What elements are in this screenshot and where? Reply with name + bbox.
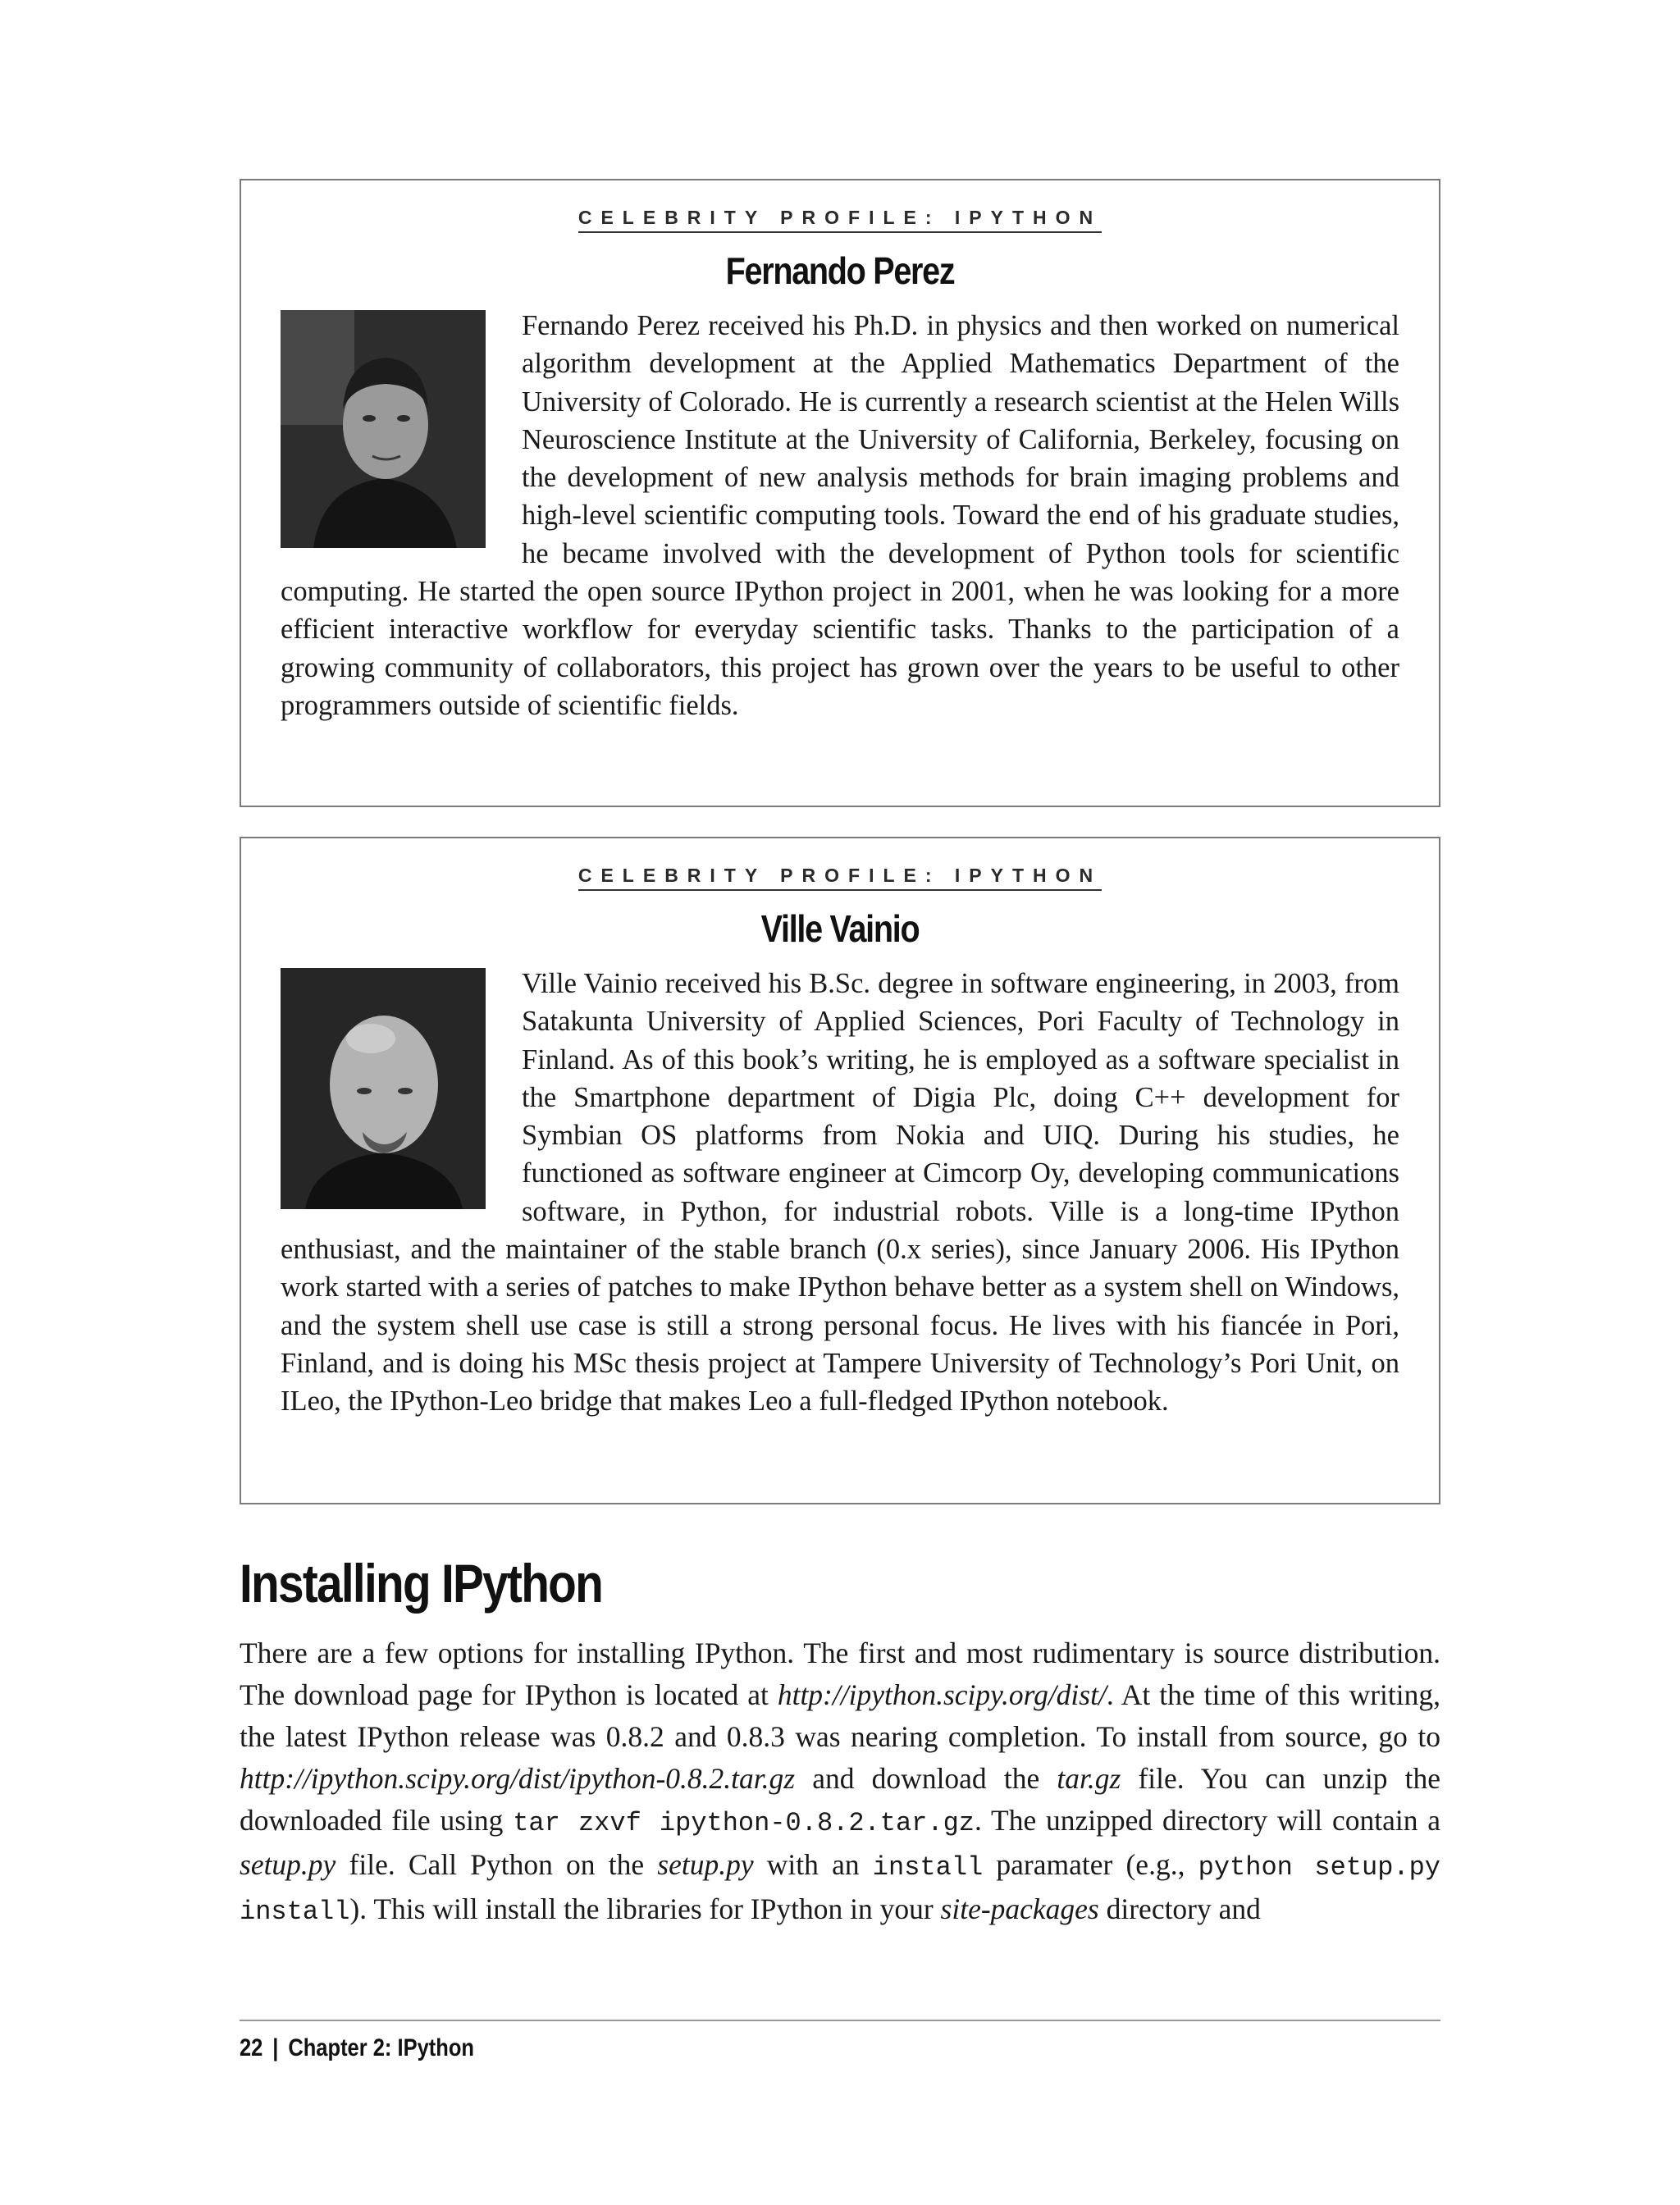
footer-divider bbox=[240, 2020, 1440, 2021]
text-run: ). This will install the libraries for IPython in your bbox=[349, 1892, 941, 1925]
portrait-photo bbox=[281, 968, 486, 1209]
file-extension: tar.gz bbox=[1057, 1762, 1121, 1795]
footer-separator: | bbox=[272, 2034, 279, 2061]
profile-name: Ville Vainio bbox=[760, 907, 920, 950]
profile-kicker: CELEBRITY PROFILE: IPYTHON bbox=[578, 205, 1102, 233]
text-run: directory and bbox=[1098, 1892, 1261, 1925]
section-heading: Installing IPython bbox=[240, 1553, 603, 1614]
text-run: . At the time of this writing, the latest IPython release was 0.8.2 and 0.8.3 was nearing completion. To install from source, go to bbox=[240, 1678, 1441, 1753]
profile-name: Fernando Perez bbox=[725, 249, 955, 292]
directory-name: site-packages bbox=[940, 1892, 1099, 1925]
text-run: There are a few options for installing IPython. The first and most rudimentary is source distribution. The download page for IPython is located at bbox=[240, 1637, 1440, 1711]
command-code: install bbox=[872, 1852, 984, 1883]
profile-bio-text: Ville Vainio received his B.Sc. degree in software engineering, in 2003, from Satakunta University of Applied Sciences, Pori Faculty of Technology in Finland. As of this book’s writing, he is employed as a software specialist in the Smartphone department of Digia Plc, doing C++ development for Symbian OS platforms from Nokia and UIQ. During his studies, he functioned as software engineer at Cimcorp Oy, developing communications software, in Python, for industrial robots. Ville is a long-time IPython enthusiast, and the maintainer of the stable branch (0.x series), since January 2006. His IPython work started with a series of patches to make IPython behave better as a system shell on Windows, and the system shell use case is still a strong personal focus. He lives with his fiancée in Pori, Finland, and is doing his MSc thesis project at Tampere University of Technology’s Pori Unit, on ILeo, the IPython-Leo bridge that makes Leo a full-fledged IPython notebook. bbox=[281, 968, 1399, 1418]
portrait-photo bbox=[281, 310, 486, 548]
page-number: 22 bbox=[240, 2034, 263, 2061]
filename: setup.py bbox=[240, 1848, 336, 1881]
profile-bio bbox=[281, 307, 1399, 724]
profile-bio-text: Fernando Perez received his Ph.D. in physics and then worked on numerical algorithm development at the Applied Mathematics Department of the University of Colorado. He is currently a research scientist at the Helen Wills Neuroscience Institute at the University of California, Berkeley, focusing on the development of new analysis methods for brain imaging problems and high-level scientific computing tools. Toward the end of his graduate studies, he became involved with the development of Python tools for scientific computing. He started the open source IPython project in 2001, when he was looking for a more efficient interactive workflow for everyday scientific tasks. Thanks to the participation of a growing community of collaborators, this project has grown over the years to be useful to other programmers outside of scientific fields. bbox=[281, 310, 1399, 721]
profile-sidebar bbox=[240, 179, 1440, 807]
text-run: and download the bbox=[795, 1762, 1057, 1795]
profile-bio bbox=[281, 965, 1399, 1421]
text-run: . The unzipped directory will contain a bbox=[974, 1804, 1441, 1837]
text-run: file. You can unzip the downloaded file using bbox=[240, 1762, 1440, 1837]
download-url[interactable]: http://ipython.scipy.org/dist/ bbox=[777, 1678, 1107, 1711]
page-footer bbox=[240, 2034, 474, 2062]
chapter-title: Chapter 2: IPython bbox=[288, 2034, 475, 2061]
tarball-url[interactable]: http://ipython.scipy.org/dist/ipython-0.8.2.tar.gz bbox=[240, 1762, 796, 1795]
text-run: file. Call Python on the bbox=[336, 1848, 658, 1881]
profile-kicker: CELEBRITY PROFILE: IPYTHON bbox=[578, 863, 1102, 891]
profile-sidebar bbox=[240, 837, 1440, 1504]
text-run: with an bbox=[753, 1848, 873, 1881]
text-run: paramater (e.g., bbox=[983, 1848, 1198, 1881]
command-code: python setup.py install bbox=[240, 1852, 1440, 1927]
command-code: tar zxvf ipython-0.8.2.tar.gz bbox=[513, 1808, 975, 1838]
portrait-image bbox=[281, 968, 486, 1209]
filename: setup.py bbox=[657, 1848, 754, 1881]
body-paragraph bbox=[240, 1632, 1440, 1933]
portrait-image bbox=[281, 310, 486, 548]
